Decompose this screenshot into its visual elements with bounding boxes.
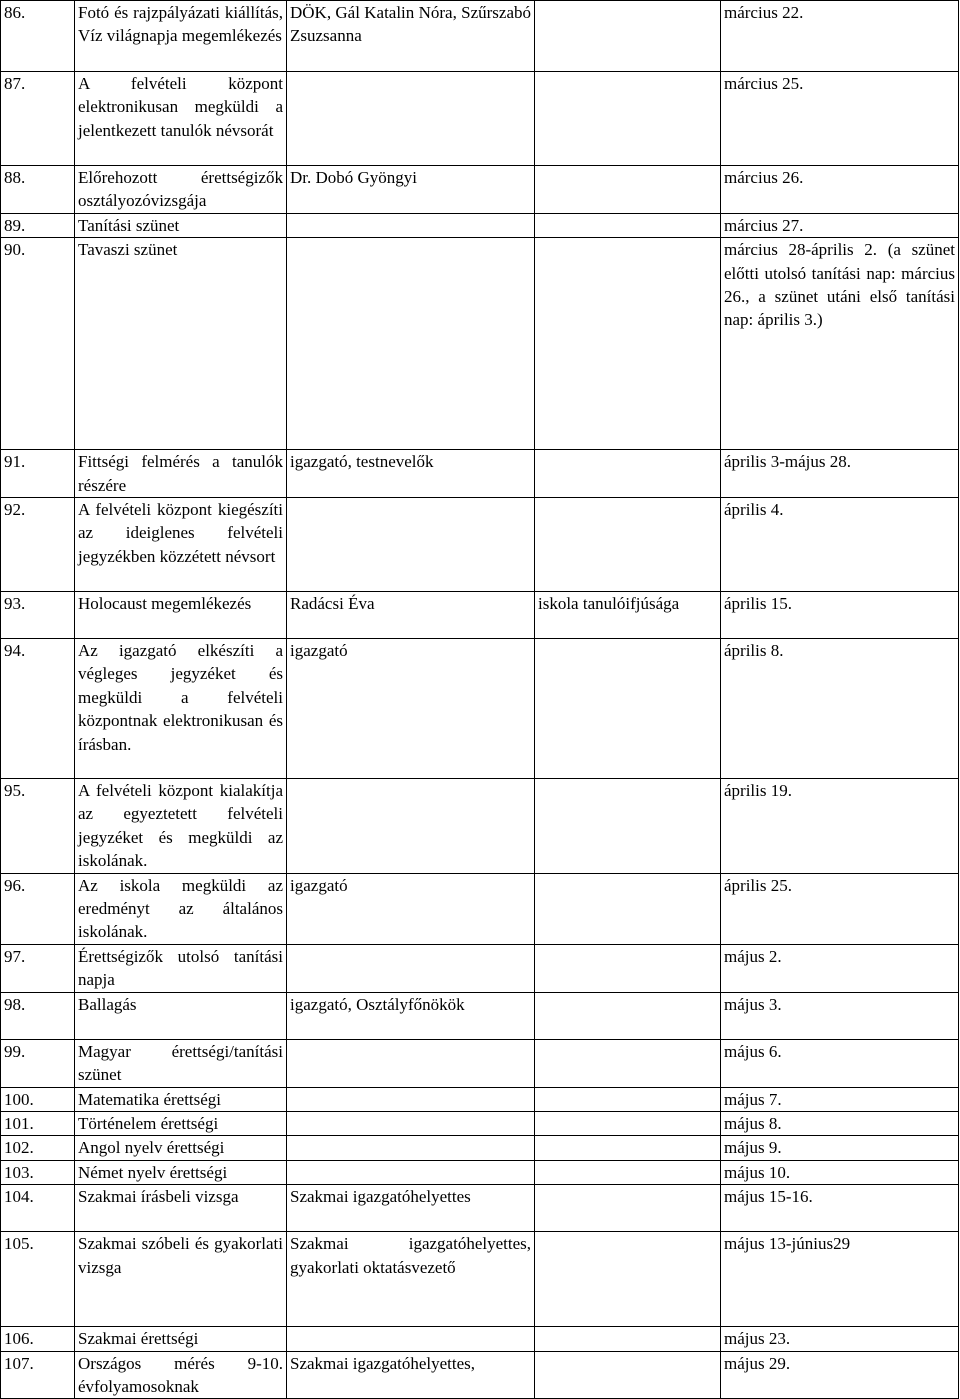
event-cell: Ballagás: [75, 992, 287, 1039]
participants-cell: [535, 1327, 721, 1351]
table-row: [1, 450, 959, 498]
responsible-cell: [287, 944, 535, 992]
event-cell: Fittségi felmérés a tanulók részére: [75, 450, 287, 498]
date-cell: március 28-április 2. (a szünet előtti utolsó tanítási nap: március 26., a szünet utáni első tanítási nap: április 3.): [721, 238, 959, 450]
row-number: 91.: [1, 450, 75, 498]
participants-cell: [535, 166, 721, 214]
date-cell: május 2.: [721, 944, 959, 992]
participants-cell: [535, 873, 721, 944]
event-cell: Előrehozott érettségizők osztályozóvizsgája: [75, 166, 287, 214]
participants-cell: [535, 1185, 721, 1232]
participants-cell: [535, 1039, 721, 1087]
participants-cell: [535, 1111, 721, 1135]
event-cell: Az iskola megküldi az eredményt az általános iskolának.: [75, 873, 287, 944]
responsible-cell: [287, 1087, 535, 1111]
table-row: [1, 779, 959, 874]
event-cell: Angol nyelv érettségi: [75, 1136, 287, 1160]
event-cell: Történelem érettségi: [75, 1111, 287, 1135]
date-cell: március 25.: [721, 72, 959, 166]
responsible-cell: [287, 238, 535, 450]
row-number: 92.: [1, 498, 75, 592]
event-cell: A felvételi központ elektronikusan megküldi a jelentkezett tanulók névsorát: [75, 72, 287, 166]
row-number: 87.: [1, 72, 75, 166]
date-cell: április 19.: [721, 779, 959, 874]
date-cell: március 27.: [721, 213, 959, 237]
participants-cell: [535, 944, 721, 992]
table-row: [1, 873, 959, 944]
row-number: 103.: [1, 1160, 75, 1184]
row-number: 97.: [1, 944, 75, 992]
row-number: 96.: [1, 873, 75, 944]
event-cell: A felvételi központ kiegészíti az ideiglenes felvételi jegyzékben közzétett névsort: [75, 498, 287, 592]
responsible-cell: igazgató: [287, 639, 535, 779]
row-number: 106.: [1, 1327, 75, 1351]
table-row: [1, 238, 959, 450]
event-cell: Tanítási szünet: [75, 213, 287, 237]
participants-cell: [535, 1, 721, 72]
participants-cell: [535, 238, 721, 450]
responsible-cell: Szakmai igazgatóhelyettes: [287, 1185, 535, 1232]
date-cell: május 9.: [721, 1136, 959, 1160]
row-number: 94.: [1, 639, 75, 779]
participants-cell: [535, 498, 721, 592]
event-cell: A felvételi központ kialakítja az egyeztetett felvételi jegyzéket és megküldi az iskolának.: [75, 779, 287, 874]
responsible-cell: Szakmai igazgatóhelyettes, gyakorlati oktatásvezető: [287, 1232, 535, 1327]
event-cell: Szakmai érettségi: [75, 1327, 287, 1351]
row-number: 99.: [1, 1039, 75, 1087]
table-row: [1, 639, 959, 779]
participants-cell: [535, 213, 721, 237]
responsible-cell: [287, 779, 535, 874]
table-row: [1, 213, 959, 237]
table-row: [1, 1039, 959, 1087]
event-cell: Országos mérés 9-10. évfolyamosoknak: [75, 1351, 287, 1399]
event-cell: Holocaust megemlékezés: [75, 592, 287, 639]
schedule-body: [1, 1, 959, 1399]
responsible-cell: igazgató, testnevelők: [287, 450, 535, 498]
date-cell: május 7.: [721, 1087, 959, 1111]
date-cell: április 8.: [721, 639, 959, 779]
table-row: [1, 1327, 959, 1351]
date-cell: május 3.: [721, 992, 959, 1039]
row-number: 104.: [1, 1185, 75, 1232]
date-cell: május 15-16.: [721, 1185, 959, 1232]
table-row: [1, 1136, 959, 1160]
table-row: [1, 1111, 959, 1135]
row-number: 95.: [1, 779, 75, 874]
event-cell: Magyar érettségi/tanítási szünet: [75, 1039, 287, 1087]
date-cell: május 8.: [721, 1111, 959, 1135]
participants-cell: [535, 1232, 721, 1327]
event-cell: Német nyelv érettségi: [75, 1160, 287, 1184]
responsible-cell: DÖK, Gál Katalin Nóra, Szűrszabó Zsuzsanna: [287, 1, 535, 72]
table-row: [1, 992, 959, 1039]
participants-cell: [535, 72, 721, 166]
participants-cell: [535, 1160, 721, 1184]
table-row: [1, 1160, 959, 1184]
event-cell: Matematika érettségi: [75, 1087, 287, 1111]
row-number: 100.: [1, 1087, 75, 1111]
table-row: [1, 166, 959, 214]
responsible-cell: [287, 1160, 535, 1184]
table-row: [1, 1232, 959, 1327]
responsible-cell: [287, 498, 535, 592]
event-cell: Szakmai írásbeli vizsga: [75, 1185, 287, 1232]
row-number: 93.: [1, 592, 75, 639]
event-cell: Érettségizők utolsó tanítási napja: [75, 944, 287, 992]
date-cell: április 3-május 28.: [721, 450, 959, 498]
row-number: 107.: [1, 1351, 75, 1399]
participants-cell: [535, 1087, 721, 1111]
responsible-cell: igazgató: [287, 873, 535, 944]
date-cell: május 23.: [721, 1327, 959, 1351]
row-number: 102.: [1, 1136, 75, 1160]
participants-cell: [535, 639, 721, 779]
row-number: 105.: [1, 1232, 75, 1327]
date-cell: április 25.: [721, 873, 959, 944]
date-cell: március 22.: [721, 1, 959, 72]
responsible-cell: [287, 1111, 535, 1135]
date-cell: április 15.: [721, 592, 959, 639]
event-cell: Tavaszi szünet: [75, 238, 287, 450]
row-number: 86.: [1, 1, 75, 72]
date-cell: március 26.: [721, 166, 959, 214]
date-cell: május 10.: [721, 1160, 959, 1184]
table-row: [1, 1087, 959, 1111]
table-row: [1, 1, 959, 72]
participants-cell: [535, 992, 721, 1039]
table-row: [1, 498, 959, 592]
responsible-cell: Szakmai igazgatóhelyettes,: [287, 1351, 535, 1399]
participants-cell: [535, 1136, 721, 1160]
row-number: 101.: [1, 1111, 75, 1135]
table-row: [1, 72, 959, 166]
responsible-cell: [287, 1327, 535, 1351]
event-cell: Az igazgató elkészíti a végleges jegyzéket és megküldi a felvételi központnak elektronikusan és írásban.: [75, 639, 287, 779]
row-number: 88.: [1, 166, 75, 214]
participants-cell: [535, 450, 721, 498]
row-number: 89.: [1, 213, 75, 237]
table-row: [1, 1185, 959, 1232]
participants-cell: iskola tanulóifjúsága: [535, 592, 721, 639]
row-number: 90.: [1, 238, 75, 450]
date-cell: május 13-június29: [721, 1232, 959, 1327]
event-cell: Szakmai szóbeli és gyakorlati vizsga: [75, 1232, 287, 1327]
responsible-cell: igazgató, Osztályfőnökök: [287, 992, 535, 1039]
row-number: 98.: [1, 992, 75, 1039]
table-row: [1, 592, 959, 639]
table-row: [1, 1351, 959, 1399]
responsible-cell: [287, 1136, 535, 1160]
responsible-cell: [287, 72, 535, 166]
event-cell: Fotó és rajzpályázati kiállítás, Víz világnapja megemlékezés: [75, 1, 287, 72]
table-row: [1, 944, 959, 992]
participants-cell: [535, 1351, 721, 1399]
responsible-cell: [287, 213, 535, 237]
date-cell: május 29.: [721, 1351, 959, 1399]
responsible-cell: Dr. Dobó Gyöngyi: [287, 166, 535, 214]
responsible-cell: Radácsi Éva: [287, 592, 535, 639]
participants-cell: [535, 779, 721, 874]
date-cell: április 4.: [721, 498, 959, 592]
responsible-cell: [287, 1039, 535, 1087]
date-cell: május 6.: [721, 1039, 959, 1087]
